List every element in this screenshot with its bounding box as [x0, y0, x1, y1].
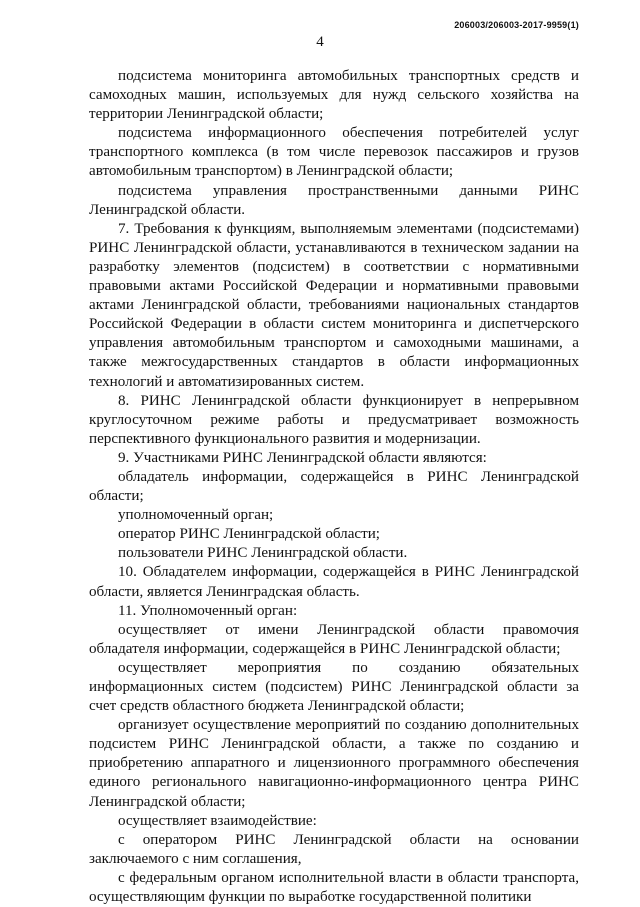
paragraph: осуществляет от имени Ленинградской области правомочия обладателя информации, содержащейся в РИНС Ленинградской области;	[89, 621, 579, 657]
page-number: 4	[316, 34, 324, 50]
paragraph: осуществляет взаимодействие:	[118, 812, 317, 829]
paragraph: уполномоченный орган;	[118, 507, 274, 524]
paragraph: с оператором РИНС Ленинградской области на основании заключаемого с ним соглашения,	[89, 831, 579, 867]
document-id: 206003/206003-2017-9959(1)	[454, 20, 579, 30]
paragraph: подсистема информационного обеспечения потребителей услуг транспортного комплекса (в том числе перевозок пассажиров и грузов автомобильным транспортом) в Ленинградской области;	[89, 125, 579, 180]
paragraph: 10. Обладателем информации, содержащейся в РИНС Ленинградской области, является Ленинградская область.	[89, 564, 579, 600]
paragraph: подсистема управления пространственными данными РИНС Ленинградской области.	[89, 182, 579, 218]
paragraph: пользователи РИНС Ленинградской области.	[118, 545, 408, 562]
paragraph: 9. Участниками РИНС Ленинградской области являются:	[118, 449, 487, 466]
paragraph: оператор РИНС Ленинградской области;	[118, 526, 380, 543]
paragraph: подсистема мониторинга автомобильных транспортных средств и самоходных машин, используемых для нужд сельского хозяйства на территории Ленинградской области;	[89, 68, 579, 123]
paragraph: организует осуществление мероприятий по созданию дополнительных подсистем РИНС Ленинградской области, а также по созданию и приобретению аппаратного и лицензионного программного обеспечения единого регионального навигационно-информационного центра РИНС Ленинградской области;	[89, 717, 579, 810]
paragraph: с федеральным органом исполнительной власти в области транспорта, осуществляющим функции по выработке государственной политики	[89, 869, 579, 906]
document-body	[89, 67, 579, 907]
paragraph: 7. Требования к функциям, выполняемым элементами (подсистемами) РИНС Ленинградской области, устанавливаются в техническом задании на разработку элементов (подсистем) в соответствии с нормативными правовыми актами Российской Федерации и нормативными правовыми актами Ленинградской области, требованиями национальных стандартов Российской Федерации в области систем мониторинга и диспетчерского управления автомобильным транспортом и самоходными машинами, а также межгосударственных стандартов в области информационных технологий и автоматизированных систем.	[89, 220, 579, 390]
paragraph: обладатель информации, содержащейся в РИНС Ленинградской области;	[89, 468, 579, 505]
paragraph: 11. Уполномоченный орган:	[118, 602, 298, 619]
paragraph: осуществляет мероприятия по созданию обязательных информационных систем (подсистем) РИНС Ленинградской области за счет средств областного бюджета Ленинградской области;	[89, 659, 579, 715]
paragraph: 8. РИНС Ленинградской области функционирует в непрерывном круглосуточном режиме работы и предусматривает возможность перспективного функционального развития и модернизации.	[89, 392, 579, 447]
